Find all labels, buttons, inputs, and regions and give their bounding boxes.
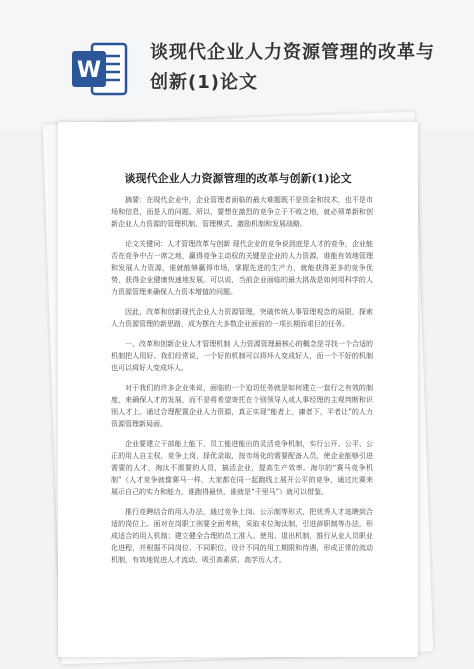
paragraph-keywords: 论文关键词：人才管理改革与创新 现代企业的竞争说到底是人才的竞争，企业能否在竞争中占一席之地，赢得竞争主动权的关键是企业的人力资源，谁能有效地管理和发展人力资源，谁就能够赢得市场，掌握先进的生产力，就能获得更多的竞争优势，获得企业健康快速地发展。可以说，当前企业面临的最大挑战是如何用科学的人力资源管理来确保人力资本增值的问题。 (111, 240, 373, 296)
word-document-icon (70, 40, 128, 98)
document-body (111, 194, 373, 574)
paragraph-body: 对于我们的许多企业来说，面临的一个迫切任务就是如何建立一套行之有效的制度，来确保人才的发展，而不是将希望寄托在个别领导人或人事经理的主观判断和识别人才上。通过合理配置企业人力资源，真正实现“能者上，庸者下，平者让”的人力资源管理新局面。 (111, 384, 373, 428)
paragraph-body: 推行竞聘结合的用人办法，通过竞争上岗、公示制等形式，把优秀人才选聘到合适的岗位上。面对在岗职工则要全面考核，采取末位淘汰制，引进辞职制等办法，形成适合的用人机制；建立健全合理的员工准入、使用、退出机制，推行从业人员职业化进程，并根据不同岗位、不同职位，设计不同的用工期限和待遇，形成正常的流动机制，有效地促进人才流动，吸引高素质、高学历人才。 (111, 508, 373, 564)
paragraph-intro: 因此，改革和创新现代企业人力资源管理，突破传统人事管理观念的局限，探索人力资源管理的新思路，成为摆在大多数企业面前的一项长期而艰巨的任务。 (111, 308, 373, 328)
paragraph-abstract: 摘要：在现代企业中，企业管理者面临的最大难题既不是资金和技术，也不是市场和信息，而是人的问题。所以，要想在激烈的竞争立于不败之地，就必须革新和创新企业人力资源的管理机制、管理模式、激励机制和发展战略。 (111, 196, 373, 228)
word-icon-letter: W (76, 58, 102, 83)
paragraph-body: 企业要建立干部能上能下、员工能进能出的灵活竞争机制，实行公开、公平、公正的用人自主权，竞争上岗，择优录取，按市场化的需要配备人员，使企业能够引进需要的人才，淘汰不需要的人员，搞活企业，提高生产效率。海尔的“赛马竞争机制”（人才竞争就像赛马一样，大家都在同一起跑线上展开公平的竞争，通过比赛来展示自己的实力和能力，谁跑得最快，谁就是“千里马”）就可以借鉴。 (111, 440, 373, 496)
header-banner (0, 0, 474, 130)
document-page (58, 122, 418, 657)
paragraph-section-one: 一、改革和创新企业人才管理机制 人力资源管理最核心的概念是寻找一个合适的机制把人用好。我们经常说，一个好的机制可以将坏人变成好人，而一个不好的机制也可以将好人变成坏人。 (111, 340, 373, 372)
document-title: 谈现代企业人力资源管理的改革与创新(1)论文 (124, 172, 352, 185)
page-title: 谈现代企业人力资源管理的改革与创新(1)论文 (150, 42, 435, 93)
